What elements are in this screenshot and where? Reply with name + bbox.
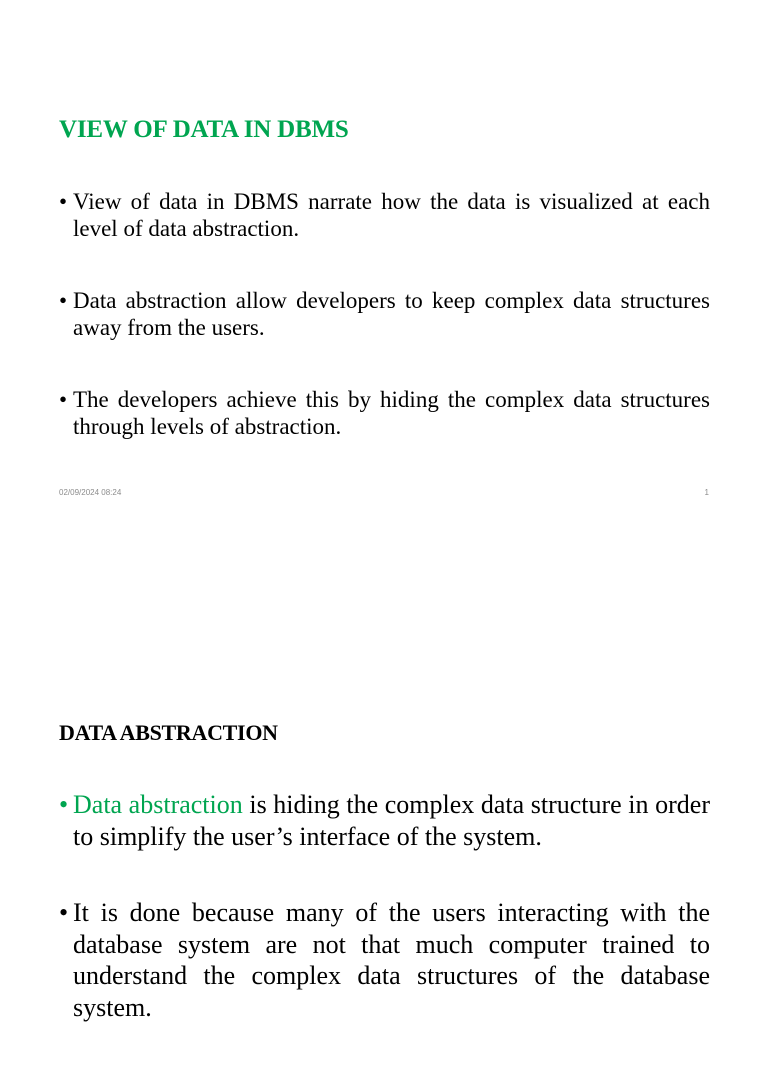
footer-datetime: 02/09/2024 08:24 [59,488,122,497]
slide-1-title: VIEW OF DATA IN DBMS [59,116,349,143]
bullet-dot-icon: • [59,790,69,819]
bullet-item [59,789,710,852]
highlighted-term: Data abstraction [73,790,243,819]
slide-1-bullet-list [59,188,710,485]
slide-2-bullet-list [59,789,710,1068]
slide-1 [0,0,768,512]
bullet-dot-icon: • [59,387,68,412]
slide-2-title: DATA ABSTRACTION [59,720,278,745]
bullet-item [59,897,710,1023]
slide-2 [0,512,768,1024]
bullet-text: Data abstraction allow developers to keep complex data structures away from the users. [73,288,710,340]
bullet-item [59,188,710,242]
bullet-text: The developers achieve this by hiding the complex data structures through levels of abstraction. [73,387,710,439]
bullet-text: It is done because many of the users interacting with the database system are not that much computer trained to understand the complex data structures of the database system. [73,898,710,1022]
bullet-dot-icon: • [59,288,68,313]
bullet-item [59,386,710,440]
bullet-text: View of data in DBMS narrate how the data is visualized at each level of data abstraction. [73,189,710,241]
bullet-dot-icon: • [59,898,69,927]
bullet-item [59,287,710,341]
footer-page-number: 1 [704,488,709,497]
bullet-text: is hiding the complex data structure in order to simplify the user’s interface of the system. [73,790,710,851]
bullet-dot-icon: • [59,189,68,214]
